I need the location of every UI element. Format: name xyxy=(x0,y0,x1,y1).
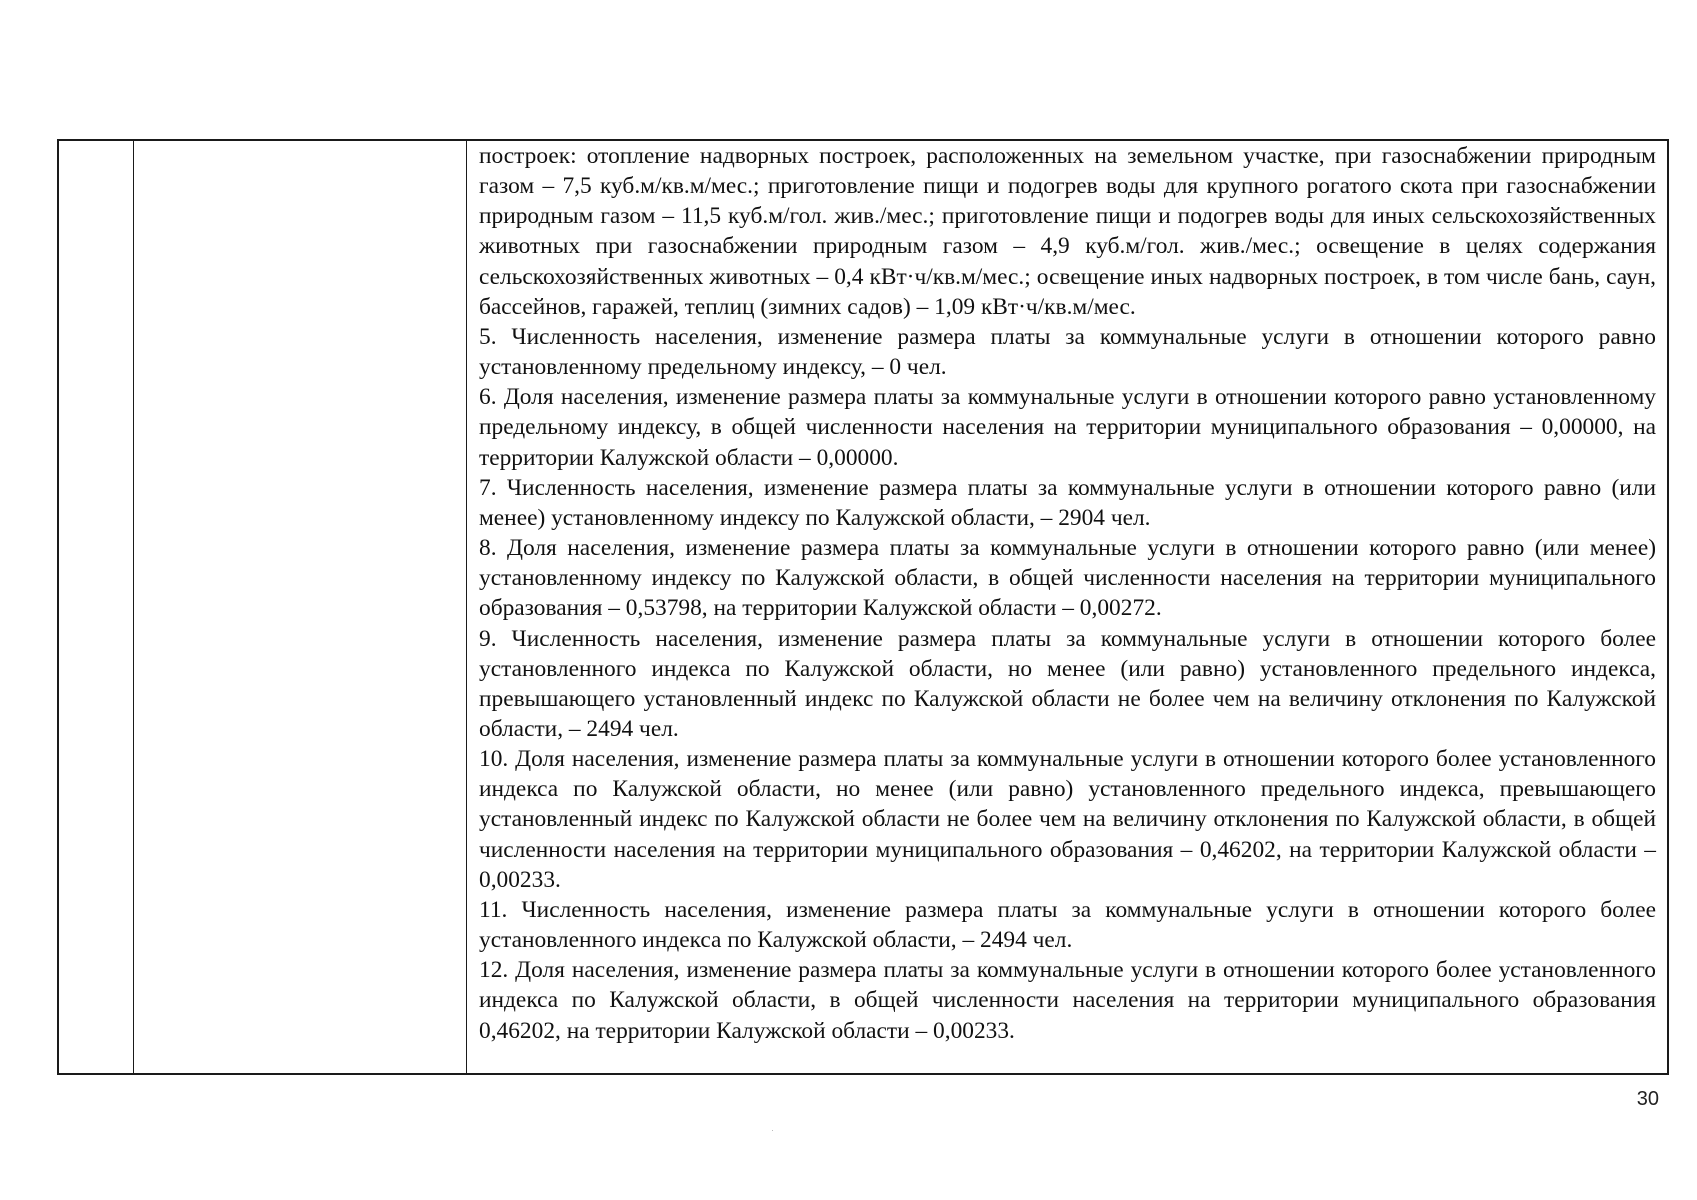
page-number: 30 xyxy=(1636,1088,1659,1110)
paragraph-item-7: 7. Численность населения, изменение размера платы за коммунальные услуги в отношении которого равно (или менее) установленному индексу по Калужской области, – 2904 чел. xyxy=(479,474,1656,531)
paragraph-item-9: 9. Численность населения, изменение размера платы за коммунальные услуги в отношении которого более установленного индекса по Калужской области, но менее (или равно) установленного предельного индекса, превышающего установленный индекс по Калужской области не более чем на величину отклонения по Калужской области, – 2494 чел. xyxy=(479,625,1656,742)
table-column-name xyxy=(134,141,467,1073)
paragraph-item-8: 8. Доля населения, изменение размера платы за коммунальные услуги в отношении которого равно (или менее) установленному индексу по Калужской области, в общей численности населения на территории муниципального образования – 0,53798, на территории Калужской области – 0,00272. xyxy=(479,535,1656,622)
scan-speck xyxy=(772,1130,773,1131)
table-column-number xyxy=(59,141,134,1073)
document-table xyxy=(57,139,1669,1075)
paragraph-item-5: 5. Численность населения, изменение размера платы за коммунальные услуги в отношении которого равно установленному предельному индексу, – 0 чел. xyxy=(479,323,1656,381)
paragraph-item-12: 12. Доля населения, изменение размера платы за коммунальные услуги в отношении которого более установленного индекса по Калужской области, в общей численности населения на территории муниципального образования 0,46202, на территории Калужской области – 0,00233. xyxy=(479,957,1656,1044)
table-column-content xyxy=(467,141,1667,1073)
paragraph-continued-norms: построек: отопление надворных построек, расположенных на земельном участке, при газоснабжении природным газом – 7,5 куб.м/кв.м/мес.; приготовление пищи и подогрев воды для крупного рогатого скота при газоснабжении природным газом – 11,5 куб.м/гол. жив./мес.; приготовление пищи и подогрев воды для иных сельскохозяйственных животных при газоснабжении природным газом – 4,9 куб.м/гол. жив./мес.; освещение в целях содержания сельскохозяйственных животных – 0,4 кВт·ч/кв.м/мес.; освещение иных надворных построек, в том числе бань, саун, бассейнов, гаражей, теплиц (зимних садов) – 1,09 кВт·ч/кв.м/мес. xyxy=(479,143,1656,320)
paragraph-item-10: 10. Доля населения, изменение размера платы за коммунальные услуги в отношении которого более установленного индекса по Калужской области, но менее (или равно) установленного предельного индекса, превышающего установленный индекс по Калужской области не более чем на величину отклонения по Калужской области, в общей численности населения на территории муниципального образования – 0,46202, на территории Калужской области – 0,00233. xyxy=(479,746,1656,893)
paragraph-item-11: 11. Численность населения, изменение размера платы за коммунальные услуги в отношении которого более установленного индекса по Калужской области, – 2494 чел. xyxy=(479,896,1656,954)
paragraph-item-6: 6. Доля населения, изменение размера платы за коммунальные услуги в отношении которого равно установленному предельному индексу, в общей численности населения на территории муниципального образования – 0,00000, на территории Калужской области – 0,00000. xyxy=(479,384,1656,471)
